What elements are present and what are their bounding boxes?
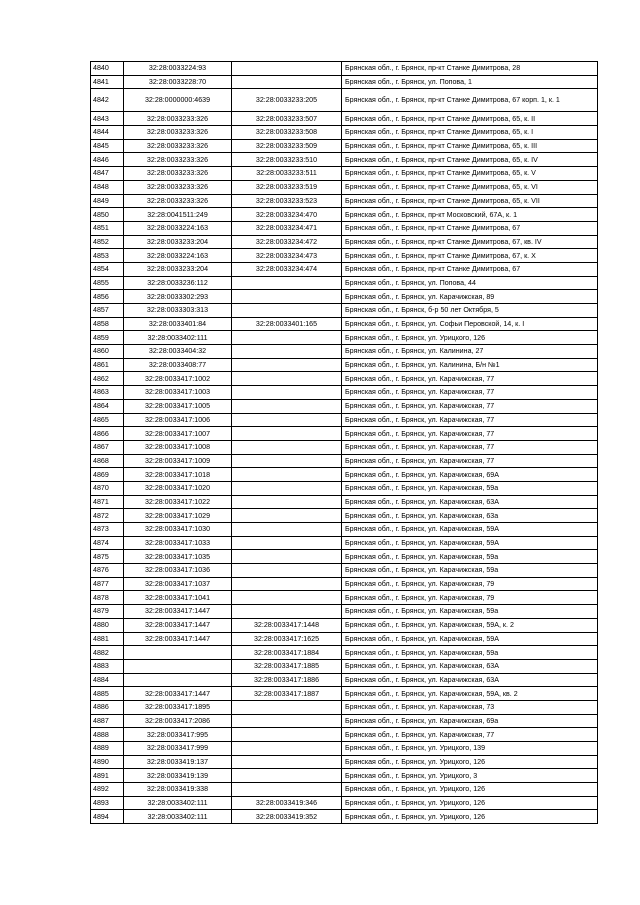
- cadastral-number-cell: 32:28:0033224:163: [124, 221, 232, 235]
- object-cadastral-number-cell: [232, 62, 342, 76]
- table-row: [91, 769, 598, 783]
- address-cell: Брянская обл., г. Брянск, ул. Карачижская, 63А: [342, 659, 598, 673]
- object-cadastral-number-cell: [232, 550, 342, 564]
- object-cadastral-number-cell: [232, 304, 342, 318]
- object-cadastral-number-cell: [232, 700, 342, 714]
- table-row: [91, 208, 598, 222]
- row-number-cell: 4886: [91, 700, 124, 714]
- address-cell: Брянская обл., г. Брянск, ул. Попова, 44: [342, 276, 598, 290]
- table-row: [91, 304, 598, 318]
- cadastral-number-cell: 32:28:0033417:1022: [124, 495, 232, 509]
- cadastral-number-cell: 32:28:0033224:163: [124, 249, 232, 263]
- address-cell: Брянская обл., г. Брянск, ул. Карачижская, 59а: [342, 481, 598, 495]
- row-number-cell: 4862: [91, 372, 124, 386]
- table-row: [91, 728, 598, 742]
- cadastral-number-cell: 32:28:0033417:1041: [124, 591, 232, 605]
- cadastral-number-cell: 32:28:0033417:1895: [124, 700, 232, 714]
- table-row: [91, 126, 598, 140]
- address-cell: Брянская обл., г. Брянск, ул. Карачижская, 59а: [342, 646, 598, 660]
- address-cell: Брянская обл., г. Брянск, ул. Калинина, 27: [342, 345, 598, 359]
- row-number-cell: 4852: [91, 235, 124, 249]
- row-number-cell: 4889: [91, 742, 124, 756]
- address-cell: Брянская обл., г. Брянск, ул. Урицкого, 3: [342, 769, 598, 783]
- object-cadastral-number-cell: [232, 577, 342, 591]
- table-row: [91, 632, 598, 646]
- object-cadastral-number-cell: [232, 728, 342, 742]
- table-row: [91, 700, 598, 714]
- address-cell: Брянская обл., г. Брянск, ул. Карачижская, 69А: [342, 468, 598, 482]
- row-number-cell: 4877: [91, 577, 124, 591]
- cadastral-number-cell: 32:28:0033233:326: [124, 180, 232, 194]
- address-cell: Брянская обл., г. Брянск, пр-кт Станке Димитрова, 67, к. X: [342, 249, 598, 263]
- row-number-cell: 4858: [91, 317, 124, 331]
- cadastral-number-cell: 32:28:0033419:139: [124, 769, 232, 783]
- cadastral-number-cell: 32:28:0033233:326: [124, 167, 232, 181]
- cadastral-number-cell: 32:28:0033233:326: [124, 139, 232, 153]
- table-row: [91, 495, 598, 509]
- row-number-cell: 4871: [91, 495, 124, 509]
- address-cell: Брянская обл., г. Брянск, пр-кт Станке Димитрова, 65, к. IV: [342, 153, 598, 167]
- object-cadastral-number-cell: 32:28:0033234:473: [232, 249, 342, 263]
- row-number-cell: 4882: [91, 646, 124, 660]
- address-cell: Брянская обл., г. Брянск, ул. Урицкого, 126: [342, 796, 598, 810]
- table-row: [91, 290, 598, 304]
- table-row: [91, 646, 598, 660]
- object-cadastral-number-cell: [232, 742, 342, 756]
- object-cadastral-number-cell: 32:28:0033233:510: [232, 153, 342, 167]
- address-cell: Брянская обл., г. Брянск, ул. Карачижская, 77: [342, 440, 598, 454]
- row-number-cell: 4843: [91, 112, 124, 126]
- table-row: [91, 221, 598, 235]
- registry-table: [90, 61, 598, 824]
- object-cadastral-number-cell: [232, 454, 342, 468]
- row-number-cell: 4851: [91, 221, 124, 235]
- address-cell: Брянская обл., г. Брянск, ул. Карачижская, 89: [342, 290, 598, 304]
- table-row: [91, 413, 598, 427]
- object-cadastral-number-cell: [232, 468, 342, 482]
- address-cell: Брянская обл., г. Брянск, пр-кт Станке Димитрова, 65, к. II: [342, 112, 598, 126]
- object-cadastral-number-cell: [232, 783, 342, 797]
- row-number-cell: 4847: [91, 167, 124, 181]
- table-row: [91, 618, 598, 632]
- table-row: [91, 564, 598, 578]
- cadastral-number-cell: 32:28:0033233:204: [124, 235, 232, 249]
- address-cell: Брянская обл., г. Брянск, ул. Карачижская, 69а: [342, 714, 598, 728]
- cadastral-number-cell: 32:28:0033417:1029: [124, 509, 232, 523]
- address-cell: Брянская обл., г. Брянск, ул. Карачижская, 59А: [342, 523, 598, 537]
- address-cell: Брянская обл., г. Брянск, ул. Урицкого, 126: [342, 331, 598, 345]
- object-cadastral-number-cell: 32:28:0033417:1886: [232, 673, 342, 687]
- row-number-cell: 4884: [91, 673, 124, 687]
- row-number-cell: 4890: [91, 755, 124, 769]
- object-cadastral-number-cell: [232, 386, 342, 400]
- table-row: [91, 399, 598, 413]
- object-cadastral-number-cell: [232, 714, 342, 728]
- table-row: [91, 440, 598, 454]
- cadastral-number-cell: 32:28:0033417:1002: [124, 372, 232, 386]
- object-cadastral-number-cell: [232, 345, 342, 359]
- cadastral-number-cell: 32:28:0033224:93: [124, 62, 232, 76]
- object-cadastral-number-cell: [232, 564, 342, 578]
- row-number-cell: 4846: [91, 153, 124, 167]
- row-number-cell: 4863: [91, 386, 124, 400]
- object-cadastral-number-cell: 32:28:0033233:519: [232, 180, 342, 194]
- table-row: [91, 262, 598, 276]
- table-row: [91, 687, 598, 701]
- address-cell: Брянская обл., г. Брянск, пр-кт Станке Димитрова, 65, к. VII: [342, 194, 598, 208]
- row-number-cell: 4872: [91, 509, 124, 523]
- row-number-cell: 4885: [91, 687, 124, 701]
- object-cadastral-number-cell: [232, 495, 342, 509]
- row-number-cell: 4859: [91, 331, 124, 345]
- table-row: [91, 673, 598, 687]
- table-row: [91, 468, 598, 482]
- object-cadastral-number-cell: 32:28:0033233:205: [232, 89, 342, 112]
- table-row: [91, 276, 598, 290]
- row-number-cell: 4873: [91, 523, 124, 537]
- row-number-cell: 4844: [91, 126, 124, 140]
- cadastral-number-cell: 32:28:0033417:1020: [124, 481, 232, 495]
- object-cadastral-number-cell: 32:28:0033417:1885: [232, 659, 342, 673]
- cadastral-number-cell: 32:28:0033417:1018: [124, 468, 232, 482]
- cadastral-number-cell: 32:28:0033417:2086: [124, 714, 232, 728]
- table-row: [91, 345, 598, 359]
- address-cell: Брянская обл., г. Брянск, пр-кт Станке Димитрова, 65, к. V: [342, 167, 598, 181]
- row-number-cell: 4881: [91, 632, 124, 646]
- row-number-cell: 4840: [91, 62, 124, 76]
- address-cell: Брянская обл., г. Брянск, ул. Урицкого, 126: [342, 755, 598, 769]
- object-cadastral-number-cell: [232, 290, 342, 304]
- cadastral-number-cell: 32:28:0033417:1447: [124, 605, 232, 619]
- cadastral-number-cell: [124, 673, 232, 687]
- cadastral-number-cell: 32:28:0033233:326: [124, 112, 232, 126]
- address-cell: Брянская обл., г. Брянск, пр-кт Станке Димитрова, 65, к. VI: [342, 180, 598, 194]
- object-cadastral-number-cell: [232, 440, 342, 454]
- address-cell: Брянская обл., г. Брянск, пр-кт Станке Димитрова, 67, кв. IV: [342, 235, 598, 249]
- table-row: [91, 235, 598, 249]
- row-number-cell: 4887: [91, 714, 124, 728]
- row-number-cell: 4860: [91, 345, 124, 359]
- table-row: [91, 523, 598, 537]
- cadastral-number-cell: 32:28:0033402:111: [124, 796, 232, 810]
- row-number-cell: 4867: [91, 440, 124, 454]
- cadastral-number-cell: 32:28:0033408:77: [124, 358, 232, 372]
- address-cell: Брянская обл., г. Брянск, пр-кт Станке Димитрова, 67 корп. 1, к. 1: [342, 89, 598, 112]
- row-number-cell: 4853: [91, 249, 124, 263]
- table-row: [91, 249, 598, 263]
- cadastral-number-cell: 32:28:0033417:1003: [124, 386, 232, 400]
- cadastral-number-cell: 32:28:0033228:70: [124, 75, 232, 89]
- row-number-cell: 4879: [91, 605, 124, 619]
- object-cadastral-number-cell: 32:28:0033233:507: [232, 112, 342, 126]
- cadastral-number-cell: 32:28:0033402:111: [124, 331, 232, 345]
- row-number-cell: 4861: [91, 358, 124, 372]
- address-cell: Брянская обл., г. Брянск, ул. Карачижская, 59а: [342, 605, 598, 619]
- address-cell: Брянская обл., г. Брянск, пр-кт Станке Димитрова, 67: [342, 262, 598, 276]
- row-number-cell: 4856: [91, 290, 124, 304]
- address-cell: Брянская обл., г. Брянск, ул. Карачижская, 59А: [342, 536, 598, 550]
- cadastral-number-cell: 32:28:0033417:1006: [124, 413, 232, 427]
- row-number-cell: 4874: [91, 536, 124, 550]
- object-cadastral-number-cell: 32:28:0033234:471: [232, 221, 342, 235]
- row-number-cell: 4883: [91, 659, 124, 673]
- object-cadastral-number-cell: 32:28:0033417:1884: [232, 646, 342, 660]
- address-cell: Брянская обл., г. Брянск, ул. Карачижская, 63а: [342, 509, 598, 523]
- address-cell: Брянская обл., г. Брянск, ул. Карачижская, 77: [342, 454, 598, 468]
- cadastral-number-cell: 32:28:0033417:1447: [124, 687, 232, 701]
- object-cadastral-number-cell: [232, 605, 342, 619]
- table-row: [91, 509, 598, 523]
- row-number-cell: 4891: [91, 769, 124, 783]
- table-row: [91, 577, 598, 591]
- row-number-cell: 4893: [91, 796, 124, 810]
- table-row: [91, 591, 598, 605]
- row-number-cell: 4842: [91, 89, 124, 112]
- table-row: [91, 89, 598, 112]
- address-cell: Брянская обл., г. Брянск, ул. Попова, 1: [342, 75, 598, 89]
- object-cadastral-number-cell: [232, 331, 342, 345]
- object-cadastral-number-cell: 32:28:0033417:1448: [232, 618, 342, 632]
- row-number-cell: 4848: [91, 180, 124, 194]
- table-row: [91, 112, 598, 126]
- address-cell: Брянская обл., г. Брянск, пр-кт Станке Димитрова, 65, к. I: [342, 126, 598, 140]
- object-cadastral-number-cell: [232, 75, 342, 89]
- table-row: [91, 331, 598, 345]
- table-row: [91, 180, 598, 194]
- row-number-cell: 4894: [91, 810, 124, 824]
- table-row: [91, 659, 598, 673]
- cadastral-number-cell: 32:28:0033401:84: [124, 317, 232, 331]
- address-cell: Брянская обл., г. Брянск, ул. Карачижская, 59А: [342, 632, 598, 646]
- address-cell: Брянская обл., г. Брянск, пр-кт Станке Димитрова, 67: [342, 221, 598, 235]
- address-cell: Брянская обл., г. Брянск, ул. Карачижская, 77: [342, 427, 598, 441]
- table-row: [91, 810, 598, 824]
- address-cell: Брянская обл., г. Брянск, ул. Карачижская, 77: [342, 413, 598, 427]
- table-row: [91, 481, 598, 495]
- object-cadastral-number-cell: [232, 523, 342, 537]
- object-cadastral-number-cell: 32:28:0033234:472: [232, 235, 342, 249]
- address-cell: Брянская обл., г. Брянск, ул. Калинина, Б/н №1: [342, 358, 598, 372]
- object-cadastral-number-cell: [232, 427, 342, 441]
- address-cell: Брянская обл., г. Брянск, ул. Карачижская, 59А, кв. 2: [342, 687, 598, 701]
- object-cadastral-number-cell: 32:28:0033233:508: [232, 126, 342, 140]
- row-number-cell: 4845: [91, 139, 124, 153]
- object-cadastral-number-cell: 32:28:0033233:509: [232, 139, 342, 153]
- row-number-cell: 4876: [91, 564, 124, 578]
- table-row: [91, 167, 598, 181]
- object-cadastral-number-cell: 32:28:0033419:352: [232, 810, 342, 824]
- table-row: [91, 194, 598, 208]
- address-cell: Брянская обл., г. Брянск, ул. Карачижская, 79: [342, 577, 598, 591]
- table-row: [91, 427, 598, 441]
- row-number-cell: 4841: [91, 75, 124, 89]
- row-number-cell: 4888: [91, 728, 124, 742]
- cadastral-number-cell: 32:28:0033417:1035: [124, 550, 232, 564]
- table-row: [91, 536, 598, 550]
- table-row: [91, 386, 598, 400]
- cadastral-number-cell: 32:28:0033417:1037: [124, 577, 232, 591]
- cadastral-number-cell: 32:28:0033303:313: [124, 304, 232, 318]
- cadastral-number-cell: 32:28:0033419:137: [124, 755, 232, 769]
- row-number-cell: 4866: [91, 427, 124, 441]
- table-row: [91, 605, 598, 619]
- object-cadastral-number-cell: 32:28:0033233:511: [232, 167, 342, 181]
- cadastral-number-cell: 32:28:0033417:1007: [124, 427, 232, 441]
- object-cadastral-number-cell: [232, 769, 342, 783]
- cadastral-number-cell: 32:28:0033417:1033: [124, 536, 232, 550]
- address-cell: Брянская обл., г. Брянск, ул. Карачижская, 59а: [342, 550, 598, 564]
- row-number-cell: 4875: [91, 550, 124, 564]
- address-cell: Брянская обл., г. Брянск, ул. Урицкого, 126: [342, 810, 598, 824]
- address-cell: Брянская обл., г. Брянск, ул. Софьи Перовской, 14, к. I: [342, 317, 598, 331]
- row-number-cell: 4864: [91, 399, 124, 413]
- object-cadastral-number-cell: [232, 536, 342, 550]
- object-cadastral-number-cell: [232, 755, 342, 769]
- cadastral-number-cell: 32:28:0033417:1009: [124, 454, 232, 468]
- address-cell: Брянская обл., г. Брянск, ул. Карачижская, 77: [342, 399, 598, 413]
- row-number-cell: 4865: [91, 413, 124, 427]
- address-cell: Брянская обл., г. Брянск, пр-кт Станке Димитрова, 65, к. III: [342, 139, 598, 153]
- row-number-cell: 4869: [91, 468, 124, 482]
- object-cadastral-number-cell: [232, 276, 342, 290]
- address-cell: Брянская обл., г. Брянск, ул. Карачижская, 77: [342, 386, 598, 400]
- table-row: [91, 62, 598, 76]
- object-cadastral-number-cell: [232, 481, 342, 495]
- address-cell: Брянская обл., г. Брянск, ул. Карачижская, 79: [342, 591, 598, 605]
- address-cell: Брянская обл., г. Брянск, ул. Карачижская, 77: [342, 372, 598, 386]
- cadastral-number-cell: 32:28:0033417:1008: [124, 440, 232, 454]
- cadastral-number-cell: 32:28:0033417:1447: [124, 632, 232, 646]
- cadastral-number-cell: 32:28:0033404:32: [124, 345, 232, 359]
- cadastral-number-cell: 32:28:0033417:1036: [124, 564, 232, 578]
- object-cadastral-number-cell: [232, 591, 342, 605]
- cadastral-number-cell: 32:28:0033417:1005: [124, 399, 232, 413]
- object-cadastral-number-cell: 32:28:0033419:346: [232, 796, 342, 810]
- object-cadastral-number-cell: [232, 509, 342, 523]
- object-cadastral-number-cell: [232, 358, 342, 372]
- address-cell: Брянская обл., г. Брянск, б-р 50 лет Октября, 5: [342, 304, 598, 318]
- registry-table-body: [91, 62, 598, 824]
- cadastral-number-cell: 32:28:0033233:326: [124, 153, 232, 167]
- table-row: [91, 75, 598, 89]
- row-number-cell: 4855: [91, 276, 124, 290]
- row-number-cell: 4870: [91, 481, 124, 495]
- table-row: [91, 714, 598, 728]
- row-number-cell: 4849: [91, 194, 124, 208]
- address-cell: Брянская обл., г. Брянск, ул. Карачижская, 73: [342, 700, 598, 714]
- address-cell: Брянская обл., г. Брянск, ул. Карачижская, 77: [342, 728, 598, 742]
- table-row: [91, 139, 598, 153]
- cadastral-number-cell: 32:28:0033402:111: [124, 810, 232, 824]
- cadastral-number-cell: 32:28:0033233:204: [124, 262, 232, 276]
- address-cell: Брянская обл., г. Брянск, ул. Карачижская, 59А, к. 2: [342, 618, 598, 632]
- address-cell: Брянская обл., г. Брянск, ул. Урицкого, 126: [342, 783, 598, 797]
- cadastral-number-cell: 32:28:0033417:999: [124, 742, 232, 756]
- address-cell: Брянская обл., г. Брянск, ул. Урицкого, 139: [342, 742, 598, 756]
- table-row: [91, 755, 598, 769]
- cadastral-number-cell: 32:28:0033417:995: [124, 728, 232, 742]
- row-number-cell: 4850: [91, 208, 124, 222]
- cadastral-number-cell: 32:28:0033236:112: [124, 276, 232, 290]
- table-row: [91, 454, 598, 468]
- row-number-cell: 4880: [91, 618, 124, 632]
- row-number-cell: 4857: [91, 304, 124, 318]
- object-cadastral-number-cell: [232, 372, 342, 386]
- address-cell: Брянская обл., г. Брянск, ул. Карачижская, 63А: [342, 495, 598, 509]
- row-number-cell: 4878: [91, 591, 124, 605]
- cadastral-number-cell: 32:28:0041511:249: [124, 208, 232, 222]
- cadastral-number-cell: 32:28:0033419:338: [124, 783, 232, 797]
- address-cell: Брянская обл., г. Брянск, ул. Карачижская, 59а: [342, 564, 598, 578]
- address-cell: Брянская обл., г. Брянск, пр-кт Станке Димитрова, 28: [342, 62, 598, 76]
- address-cell: Брянская обл., г. Брянск, ул. Карачижская, 63А: [342, 673, 598, 687]
- object-cadastral-number-cell: [232, 413, 342, 427]
- cadastral-number-cell: 32:28:0033233:326: [124, 126, 232, 140]
- table-row: [91, 550, 598, 564]
- table-row: [91, 742, 598, 756]
- cadastral-number-cell: 32:28:0033417:1030: [124, 523, 232, 537]
- table-row: [91, 783, 598, 797]
- cadastral-number-cell: 32:28:0033302:293: [124, 290, 232, 304]
- object-cadastral-number-cell: 32:28:0033234:474: [232, 262, 342, 276]
- table-row: [91, 372, 598, 386]
- table-row: [91, 317, 598, 331]
- address-cell: Брянская обл., г. Брянск, пр-кт Московский, 67А, к. 1: [342, 208, 598, 222]
- cadastral-number-cell: [124, 659, 232, 673]
- object-cadastral-number-cell: 32:28:0033417:1625: [232, 632, 342, 646]
- table-row: [91, 796, 598, 810]
- cadastral-number-cell: 32:28:0033233:326: [124, 194, 232, 208]
- table-row: [91, 153, 598, 167]
- cadastral-number-cell: 32:28:0000000:4639: [124, 89, 232, 112]
- row-number-cell: 4854: [91, 262, 124, 276]
- row-number-cell: 4892: [91, 783, 124, 797]
- object-cadastral-number-cell: 32:28:0033233:523: [232, 194, 342, 208]
- row-number-cell: 4868: [91, 454, 124, 468]
- object-cadastral-number-cell: 32:28:0033401:165: [232, 317, 342, 331]
- object-cadastral-number-cell: [232, 399, 342, 413]
- table-row: [91, 358, 598, 372]
- cadastral-number-cell: [124, 646, 232, 660]
- object-cadastral-number-cell: 32:28:0033234:470: [232, 208, 342, 222]
- cadastral-number-cell: 32:28:0033417:1447: [124, 618, 232, 632]
- object-cadastral-number-cell: 32:28:0033417:1887: [232, 687, 342, 701]
